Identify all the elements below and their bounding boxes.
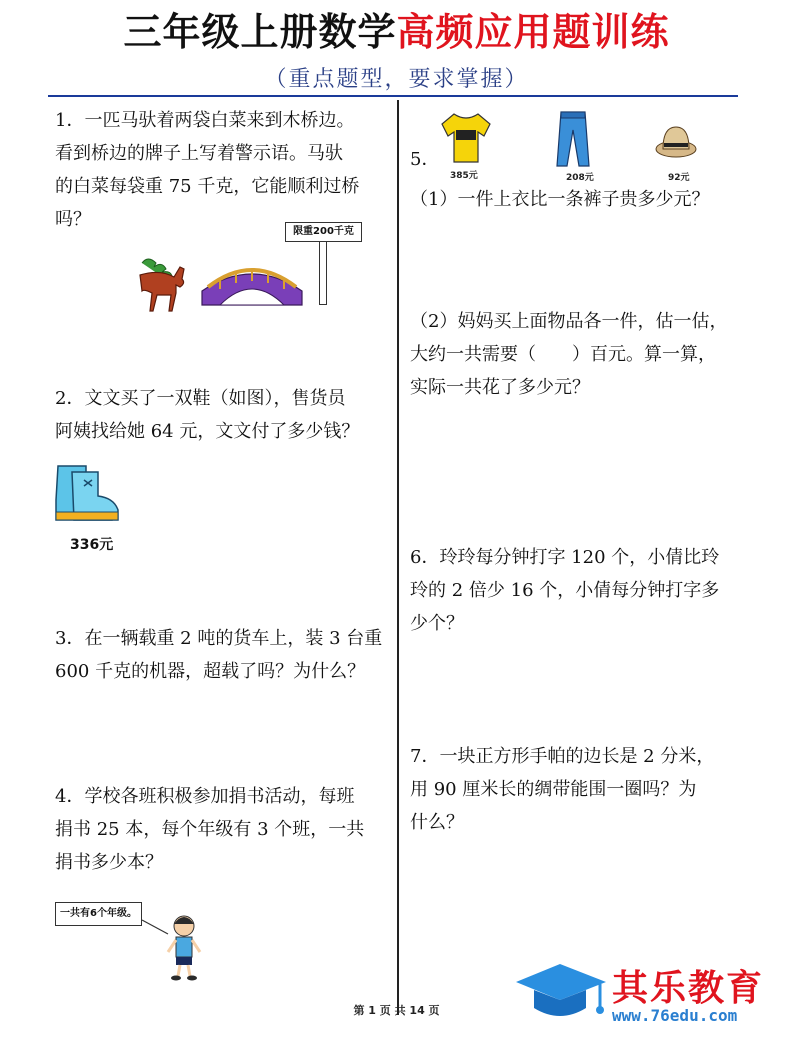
- question-6: [410, 541, 719, 640]
- question-2: [55, 382, 359, 448]
- question-6-line: 玲的 2 倍少 16 个，小倩每分钟打字多: [410, 580, 720, 601]
- column-divider: [397, 100, 399, 1015]
- hat-icon: [655, 123, 697, 161]
- header-rule: [48, 95, 738, 97]
- brand-url: www.76edu.com: [612, 1006, 738, 1025]
- hat-price: 92元: [668, 173, 690, 183]
- question-5-part-2: [410, 305, 727, 404]
- question-3-line: 3．在一辆载重 2 吨的货车上，装 3 台重: [55, 628, 383, 649]
- question-5-part-2-line: （2）妈妈买上面物品各一件，估一估，: [410, 311, 728, 332]
- question-5-part-2-line: 大约一共需要（ ）百元。算一算，: [410, 344, 716, 365]
- sign-post: [319, 241, 327, 305]
- bridge-icon: [200, 257, 305, 307]
- sweater-icon: [440, 110, 492, 165]
- question-4-line: 捐书多少本？: [55, 852, 163, 873]
- pants-price: 208元: [566, 173, 594, 183]
- weight-limit-sign: 限重200千克: [285, 222, 362, 242]
- question-7-line: 用 90 厘米长的绸带能围一圈吗？为: [410, 779, 697, 800]
- question-4-line: 捐书 25 本，每个年级有 3 个班，一共: [55, 819, 365, 840]
- question-4: [55, 780, 364, 879]
- question-1-line: 看到桥边的牌子上写着警示语。马驮: [55, 143, 343, 164]
- boots-icon: [50, 458, 122, 528]
- title-main: 三年级上册数学: [123, 10, 397, 54]
- question-1-line: 1．一匹马驮着两袋白菜来到木桥边。: [55, 110, 355, 131]
- question-4-line: 4．学校各班积极参加捐书活动，每班: [55, 786, 355, 807]
- question-2-line: 2．文文买了一双鞋（如图），售货员: [55, 388, 346, 409]
- question-1: [55, 104, 359, 236]
- question-5-number: 5．: [410, 149, 440, 170]
- question-5-part-1-line: （1）一件上衣比一条裤子贵多少元？: [410, 189, 710, 210]
- sweater-price: 385元: [450, 171, 478, 181]
- question-3-line: 600 千克的机器，超载了吗？为什么？: [55, 661, 366, 682]
- brand-name: 其乐教育: [612, 968, 765, 1009]
- brand-logo: [512, 960, 787, 1030]
- question-5-part-2-line: 实际一共花了多少元？: [410, 377, 590, 398]
- speech-bubble: 一共有6个年级。: [55, 902, 142, 926]
- pants-icon: [555, 110, 591, 168]
- question-6-line: 少个？: [410, 613, 464, 634]
- page-title: [0, 8, 793, 56]
- shoe-price: 336元: [70, 537, 114, 553]
- question-2-line: 阿姨找给她 64 元，文文付了多少钱？: [55, 421, 360, 442]
- boy-icon: [140, 912, 210, 982]
- question-1-line: 的白菜每袋重 75 千克，它能顺利过桥: [55, 176, 360, 197]
- page-number: 第 1 页 共 14 页: [353, 1004, 440, 1017]
- question-7: [410, 740, 714, 839]
- question-7-line: 什么？: [410, 812, 464, 833]
- question-5-part-1: [410, 183, 709, 216]
- question-1-line: 吗？: [55, 209, 91, 230]
- question-3: [55, 622, 382, 688]
- title-highlight: 高频应用题训练: [396, 10, 670, 54]
- horse-icon: [130, 255, 190, 313]
- graduation-cap-icon: [512, 960, 610, 1030]
- page-subtitle: （重点题型，要求掌握）: [264, 67, 529, 92]
- question-7-line: 7．一块正方形手帕的边长是 2 分米，: [410, 746, 715, 767]
- question-6-line: 6．玲玲每分钟打字 120 个，小倩比玲: [410, 547, 720, 568]
